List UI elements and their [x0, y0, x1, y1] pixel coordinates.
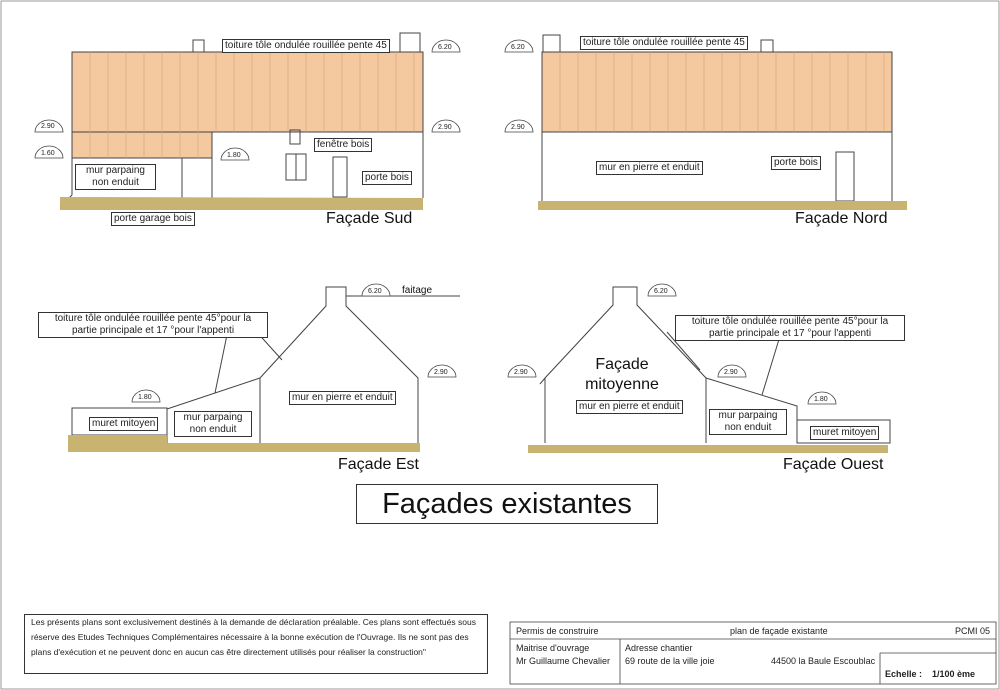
adresse-value: 69 route de la ville joie — [625, 656, 715, 666]
permis-label: Permis de construire — [516, 626, 599, 636]
height-value: 2.90 — [511, 124, 525, 131]
sud-wall-label — [75, 164, 156, 190]
height-value: 2.90 — [724, 369, 738, 376]
roof-nord — [542, 52, 892, 132]
ouest-parpaing-label — [709, 409, 787, 435]
note-line: réserve des Etudes Techniques Complémentaires nécessaire à la bonne exécution de l'Ouvrage. Ils ne sont pas des — [31, 632, 469, 642]
label-line: non enduit — [189, 424, 237, 435]
chimney — [761, 40, 773, 52]
est-ridge-label: faitage — [402, 285, 433, 296]
label-line: mur parpaing — [183, 412, 243, 423]
height-value: 6.20 — [654, 288, 668, 295]
echelle-value: 1/100 ème — [932, 669, 976, 679]
est-roof-label — [38, 312, 268, 338]
ground-nord — [538, 201, 907, 210]
label-line: partie principale et 17 °pour l'appenti — [71, 325, 235, 336]
note-line: Les présents plans sont exclusivement destinés à la demande de déclaration préalable. Ces plans sont effectués sous — [31, 617, 476, 627]
chimney — [543, 35, 560, 52]
door-frame — [836, 152, 854, 201]
ouest-mitoyenne-text — [582, 355, 662, 395]
roof-sud — [72, 52, 423, 132]
est-muret-label: muret mitoyen — [89, 417, 158, 431]
nord-roof-label: toiture tôle ondulée rouillée pente 45 — [580, 36, 748, 50]
height-value: 1.80 — [814, 396, 828, 403]
sud-roof-label: toiture tôle ondulée rouillée pente 45 — [222, 39, 390, 53]
height-value: 1.80 — [227, 152, 241, 159]
chimney — [400, 33, 420, 52]
commune-value: 44500 la Baule Escoublac — [771, 656, 876, 666]
ground-sud — [60, 197, 423, 210]
est-parpaing-label — [174, 411, 252, 437]
ouest-roof-label — [675, 315, 905, 341]
facade-sud-title: Façade Sud — [326, 210, 413, 227]
nord-door-label: porte bois — [771, 156, 821, 170]
height-value: 1.80 — [138, 394, 152, 401]
sud-door-label: porte bois — [362, 171, 412, 185]
plan-code: PCMI 05 — [955, 626, 991, 636]
disclaimer-note — [24, 614, 488, 674]
adresse-label: Adresse chantier — [625, 643, 693, 653]
plan-label: plan de façade existante — [730, 626, 828, 636]
height-value: 2.90 — [438, 124, 452, 131]
ground-ouest — [528, 445, 888, 453]
sheet-title: Façades existantes — [356, 484, 658, 524]
label-line: toiture tôle ondulée rouillée pente 45°pour la — [691, 316, 889, 327]
ouest-muret-label: muret mitoyen — [810, 426, 879, 440]
label-line: Façade — [595, 356, 649, 373]
est-wall-label: mur en pierre et enduit — [289, 391, 396, 405]
sud-window-label: fenêtre bois — [314, 138, 372, 152]
chimney — [193, 40, 204, 52]
facade-est-title: Façade Est — [338, 456, 419, 473]
note-line: plans d'exécution et ne peuvent donc en aucun cas être directement utilisés pour réaliser la construction" — [31, 647, 426, 657]
height-value: 2.90 — [41, 123, 55, 130]
facade-nord-drawing — [542, 35, 892, 201]
facade-nord-title: Façade Nord — [795, 210, 888, 227]
height-value: 2.90 — [434, 369, 448, 376]
label-line: non enduit — [724, 422, 772, 433]
lean-to-roof — [72, 132, 212, 158]
sud-garage-label: porte garage bois — [111, 212, 195, 226]
height-value: 6.20 — [511, 44, 525, 51]
echelle-label: Echelle : — [885, 669, 923, 679]
label-line: non enduit — [92, 177, 139, 188]
label-line: toiture tôle ondulée rouillée pente 45°pour la — [54, 313, 252, 324]
height-value: 6.20 — [368, 288, 382, 295]
label-line: partie principale et 17 °pour l'appenti — [708, 328, 872, 339]
door-frame — [333, 157, 347, 197]
maitrise-value: Mr Guillaume Chevalier — [516, 656, 611, 666]
ground-est — [68, 435, 420, 452]
height-value: 2.90 — [514, 369, 528, 376]
height-value: 1.60 — [41, 150, 55, 157]
ouest-wall-label: mur en pierre et enduit — [576, 400, 683, 414]
height-value: 6.20 — [438, 44, 452, 51]
gable-outline — [260, 287, 418, 443]
label-line: mur parpaing — [718, 410, 778, 421]
nord-wall-label: mur en pierre et enduit — [596, 161, 703, 175]
maitrise-label: Maitrise d'ouvrage — [516, 643, 590, 653]
facade-ouest-title: Façade Ouest — [783, 456, 884, 473]
label-line: mitoyenne — [585, 376, 659, 393]
label-line: mur parpaing — [86, 165, 145, 176]
